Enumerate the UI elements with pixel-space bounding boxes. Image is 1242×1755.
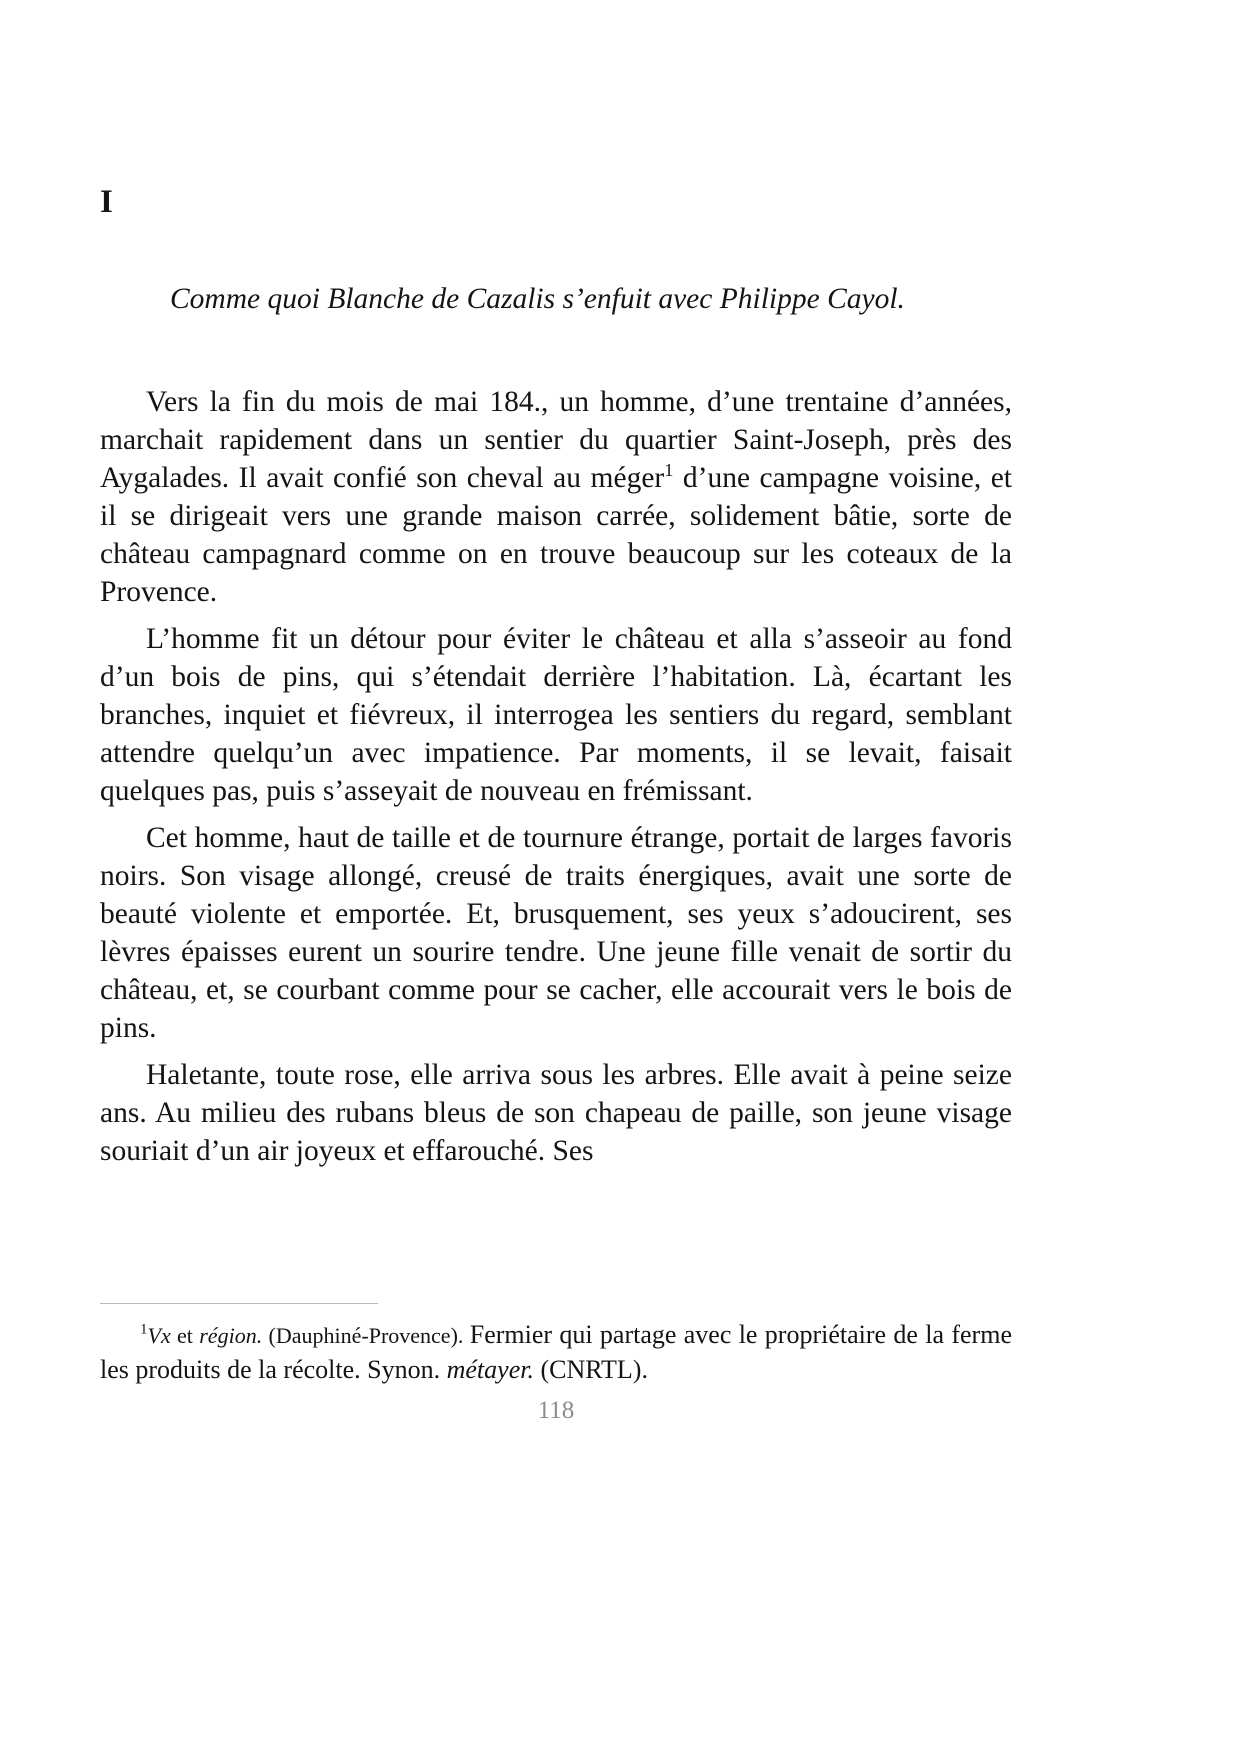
footnote-definition: Fermier qui partage avec le propriétaire de la ferme les produits de la récolte. Synon. — [100, 1320, 1012, 1384]
page-number: 118 — [537, 1397, 575, 1424]
paragraph-2: L’homme fit un détour pour éviter le château et alla s’asseoir au fond d’un bois de pins, qui s’étendait derrière l’habitation. Là, écartant les branches, inquiet et fiévreux, il interrogea les sentiers du regard, semblant attendre quelqu’un avec impatience. Par moments, il se levait, faisait quelques pas, puis s’asseyait de nouveau en frémissant. — [100, 623, 1012, 807]
footnote-text-et: et — [170, 1323, 200, 1348]
paragraph-1-text: Vers la fin du mois de mai 184., un homme, d’une trentaine d’années, marchait rapidement dans un sentier du quartier Saint-Joseph, près des Aygalades. Il avait confié son cheval au méger — [100, 386, 1012, 494]
footnote-text-dauphine: (Dauphiné-Provence). — [262, 1323, 470, 1348]
chapter-heading: Comme quoi Blanche de Cazalis s’enfuit avec Philippe Cayol. — [170, 283, 905, 315]
paragraph-4: Haletante, toute rose, elle arriva sous les arbres. Elle avait à peine seize ans. Au milieu des rubans bleus de son chapeau de paille, son jeune visage souriait d’un air joyeux et effarouché. Ses — [100, 1059, 1012, 1167]
footnote-reference-superscript: 1 — [664, 460, 674, 481]
footnote-separator-rule — [100, 1303, 378, 1304]
footnote-marker: 1 — [140, 1321, 148, 1338]
chapter-number: I — [100, 184, 113, 220]
footnote-abbrev-region: région. — [199, 1323, 263, 1348]
footnote-synonym-metayer: métayer. — [446, 1355, 534, 1384]
footnote — [100, 1318, 1012, 1387]
footnote-abbrev-vx: Vx — [147, 1323, 171, 1348]
paragraph-1 — [100, 383, 1012, 611]
footnote-block — [100, 1303, 1012, 1425]
paragraph-3: Cet homme, haut de taille et de tournure étrange, portait de larges favoris noirs. Son visage allongé, creusé de traits énergiques, avait une sorte de beauté violente et emportée. Et, brusquement, ses yeux s’adoucirent, ses lèvres épaisses eurent un sourire tendre. Une jeune fille venait de sortir du château, et, se courbant comme pour se cacher, elle accourait vers le bois de pins. — [100, 822, 1012, 1044]
footnote-source-cnrtl: (CNRTL). — [533, 1355, 648, 1384]
paragraph-1-text-continued: d’une campagne voisine, et il se dirigeait vers une grande maison carrée, solidement bâtie, sorte de château campagnard comme on en trouve beaucoup sur les coteaux de la Provence. — [100, 462, 1012, 608]
